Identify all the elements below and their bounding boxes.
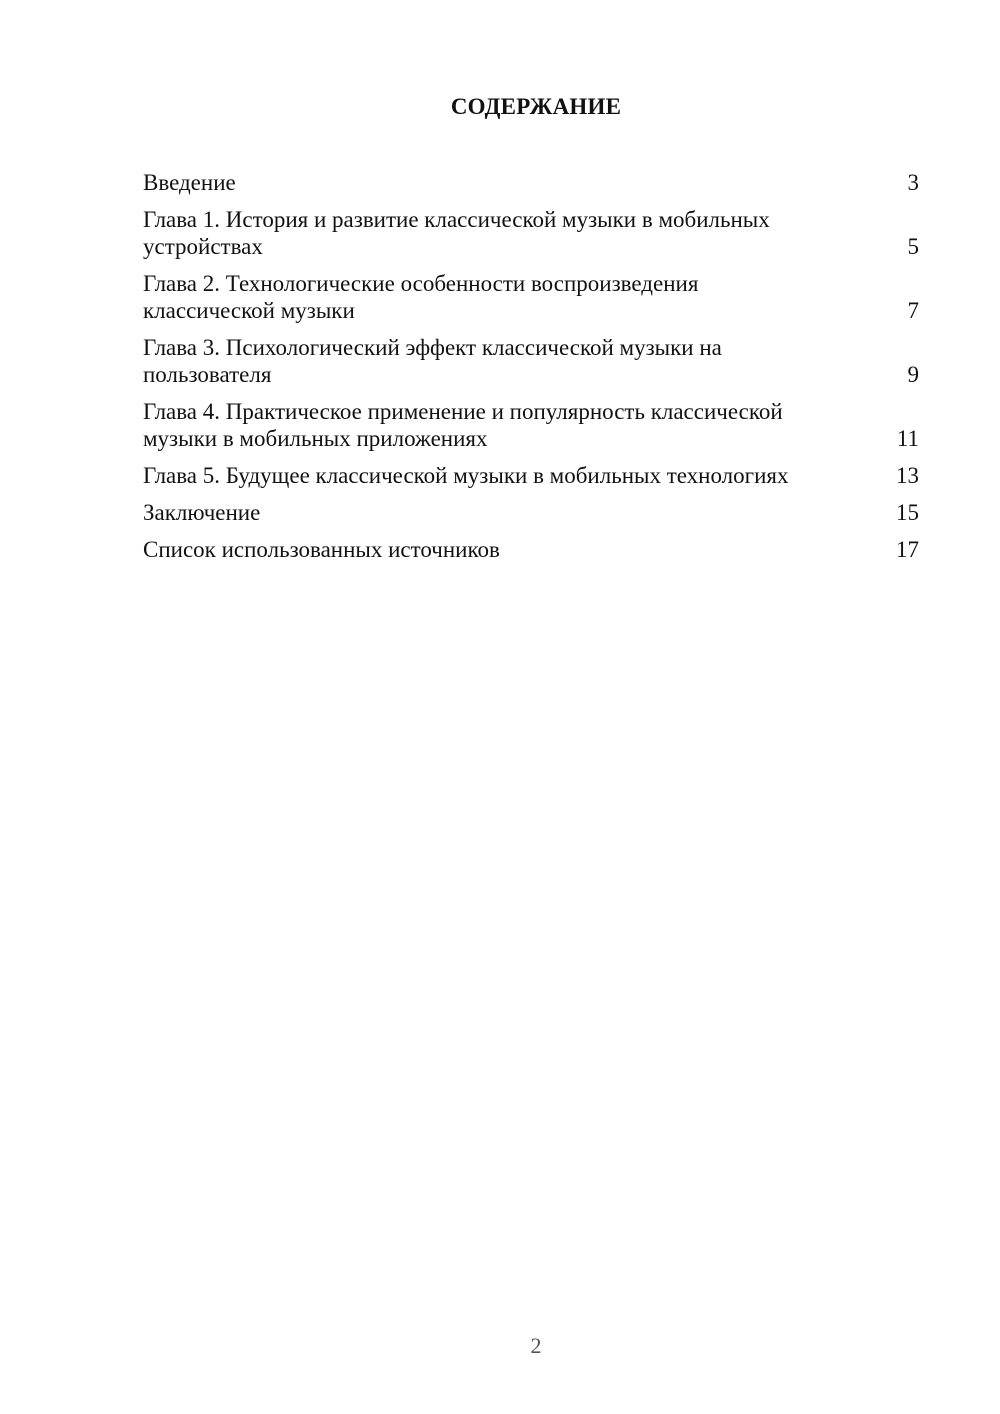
toc-entry-chapter-4 (143, 398, 919, 452)
toc-entry-page: 13 (896, 463, 919, 488)
toc-entry-label: Глава 4. Практическое применение и популярность классической музыки в мобильных приложениях (143, 399, 783, 451)
toc-entry-label: Глава 5. Будущее классической музыки в мобильных технологиях (143, 463, 789, 488)
toc-entry-page: 9 (907, 362, 919, 387)
toc-entry-label: Глава 1. История и развитие классической музыки в мобильных устройствах (143, 207, 770, 259)
page-number: 2 (530, 1333, 542, 1358)
toc-entry-chapter-1 (143, 206, 919, 260)
toc-entry-references (143, 536, 919, 563)
toc-entry-label: Заключение (143, 500, 261, 525)
toc-entry-label: Глава 3. Психологический эффект классической музыки на пользователя (143, 335, 722, 387)
table-of-contents (143, 169, 919, 573)
page-title: СОДЕРЖАНИЕ (450, 94, 622, 119)
toc-entry-page: 11 (896, 426, 919, 451)
toc-entry-page: 5 (907, 234, 919, 259)
toc-entry-conclusion (143, 499, 919, 526)
toc-entry-page: 7 (907, 298, 919, 323)
toc-entry-introduction (143, 169, 919, 196)
toc-entry-page: 17 (896, 537, 919, 562)
toc-entry-label: Список использованных источников (143, 537, 500, 562)
toc-entry-label: Глава 2. Технологические особенности воспроизведения классической музыки (143, 271, 699, 323)
toc-entry-page: 15 (896, 500, 919, 525)
toc-entry-label: Введение (143, 170, 236, 195)
toc-entry-chapter-5 (143, 462, 919, 489)
toc-entry-chapter-3 (143, 334, 919, 388)
toc-entry-page: 3 (907, 170, 919, 195)
toc-entry-chapter-2 (143, 270, 919, 324)
